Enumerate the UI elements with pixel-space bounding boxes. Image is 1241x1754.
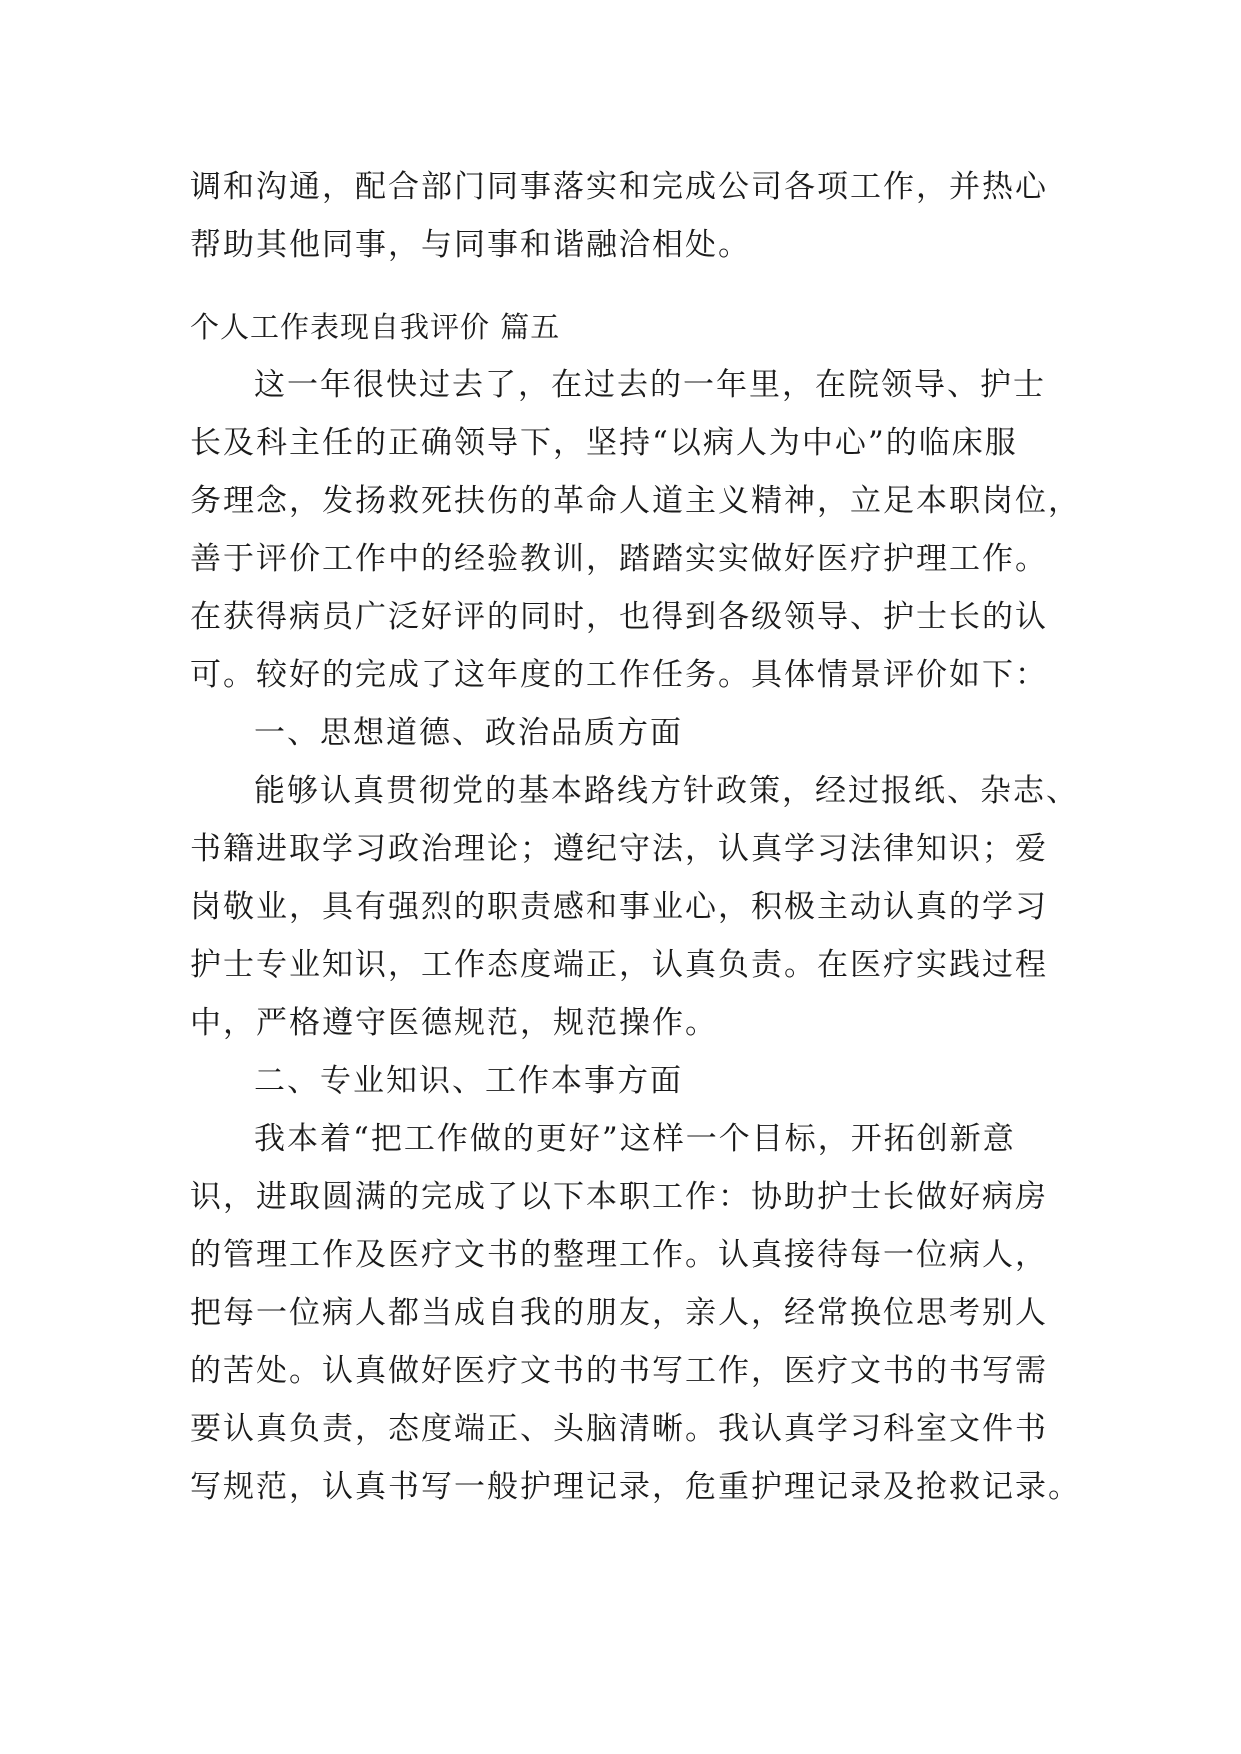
text-line: 我本着“把工作做的更好”这样一个目标，开拓创新意 xyxy=(254,1121,1016,1157)
section-body xyxy=(190,356,1081,1516)
text-line: 把每一位病人都当成自我的朋友，亲人，经常换位思考别人 xyxy=(190,1295,1048,1331)
text-line: 的苦处。认真做好医疗文书的书写工作，医疗文书的书写需 xyxy=(190,1353,1048,1389)
text-line: 识，进取圆满的完成了以下本职工作：协助护士长做好病房 xyxy=(190,1179,1048,1215)
text-line: 的管理工作及医疗文书的整理工作。认真接待每一位病人， xyxy=(190,1237,1048,1273)
text-line: 护士专业知识，工作态度端正，认真负责。在医疗实践过程 xyxy=(190,947,1048,983)
text-line: 可。较好的完成了这年度的工作任务。具体情景评价如下： xyxy=(190,657,1048,693)
text-line: 帮助其他同事，与同事和谐融洽相处。 xyxy=(190,227,751,263)
text-line: 岗敬业，具有强烈的职责感和事业心，积极主动认真的学习 xyxy=(190,889,1048,925)
subheading-line: 二、专业知识、工作本事方面 xyxy=(254,1063,683,1099)
intro-paragraph xyxy=(190,158,1070,274)
text-line: 要认真负责，态度端正、头脑清晰。我认真学习科室文件书 xyxy=(190,1411,1048,1447)
text-line: 书籍进取学习政治理论；遵纪守法，认真学习法律知识；爱 xyxy=(190,831,1048,867)
text-line: 调和沟通，配合部门同事落实和完成公司各项工作，并热心 xyxy=(190,169,1048,205)
text-line: 能够认真贯彻党的基本路线方针政策，经过报纸、杂志、 xyxy=(254,773,1079,809)
text-line: 写规范，认真书写一般护理记录，危重护理记录及抢救记录。 xyxy=(190,1469,1081,1505)
text-line: 中，严格遵守医德规范，规范操作。 xyxy=(190,1005,718,1041)
text-line: 这一年很快过去了，在过去的一年里，在院领导、护士 xyxy=(254,367,1046,403)
text-line: 善于评价工作中的经验教训，踏踏实实做好医疗护理工作。 xyxy=(190,541,1048,577)
text-line: 务理念，发扬救死扶伤的革命人道主义精神，立足本职岗位， xyxy=(190,483,1081,519)
text-line: 在获得病员广泛好评的同时，也得到各级领导、护士长的认 xyxy=(190,599,1048,635)
section-title: 个人工作表现自我评价 篇五 xyxy=(190,310,561,344)
section-heading xyxy=(190,298,1070,356)
text-line: 长及科主任的正确领导下，坚持“以病人为中心”的临床服 xyxy=(190,425,1018,461)
subheading-line: 一、思想道德、政治品质方面 xyxy=(254,715,683,751)
